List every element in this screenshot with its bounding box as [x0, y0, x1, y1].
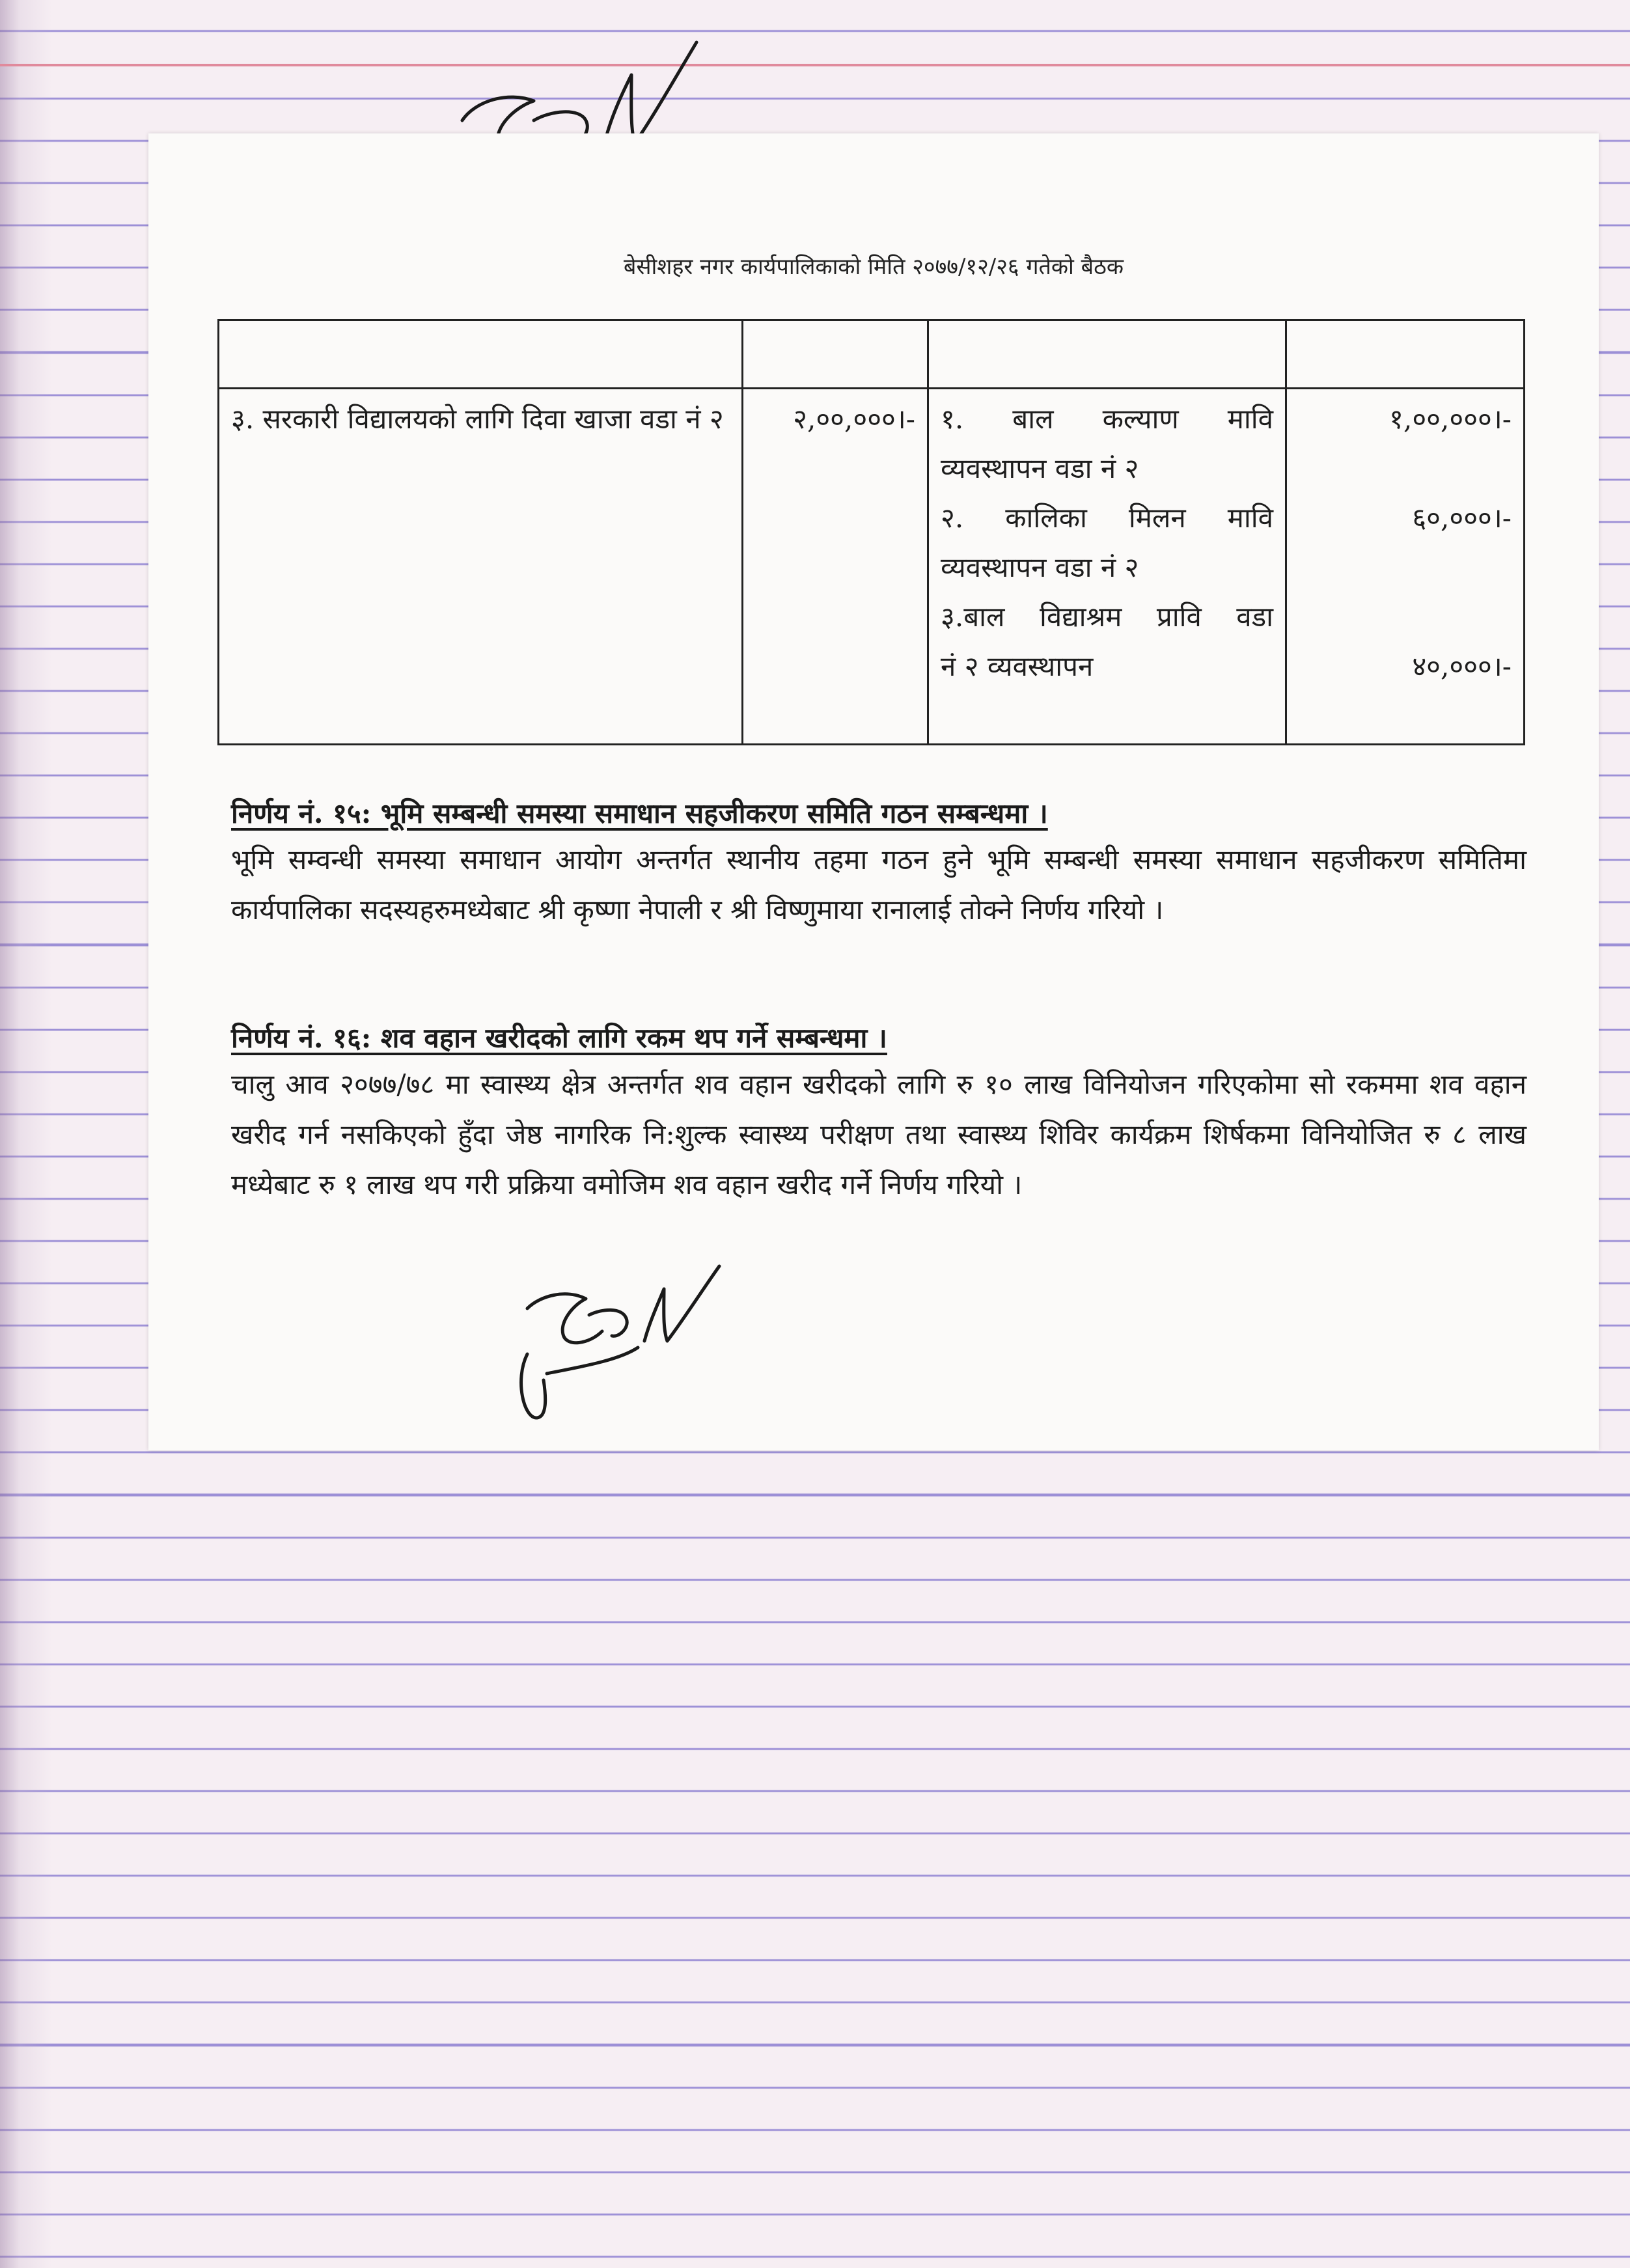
- sub-items-cell: [928, 389, 1286, 745]
- signature-bottom-icon: [508, 1263, 729, 1432]
- decision-15-body: भूमि सम्वन्धी समस्या समाधान आयोग अन्तर्गत स्थानीय तहमा गठन हुने भूमि सम्बन्धी समस्या समाधान सहजीकरण समितिमा कार्यपालिका सदस्यहरुमध्येबाट श्री कृष्णा नेपाली र श्री विष्णुमाया रानालाई तोक्ने निर्णय गरियो ।: [231, 844, 1526, 926]
- allocation-table: [217, 319, 1525, 745]
- sub-item-2-line-1: २. कालिका मिलन मावि: [941, 502, 1273, 534]
- header-cell: [743, 320, 928, 389]
- table-row: [219, 389, 1525, 745]
- sub-item-3-line-1: ३.बाल विद्याश्रम प्रावि वडा: [941, 601, 1273, 633]
- meeting-title: बेसीशहर नगर कार्यपालिकाको मिति २०७७/१२/२६ गतेको बैठक: [624, 254, 1124, 280]
- header-cell: [219, 320, 743, 389]
- sub-item-3-amount: ४०,०००।-: [1412, 650, 1512, 682]
- decision-16-heading: निर्णय नं. १६: शव वहान खरीदको लागि रकम थप गर्ने सम्बन्धमा ।: [231, 1022, 887, 1054]
- header-cell: [1286, 320, 1525, 389]
- decision-16-body: चालु आव २०७७/७८ मा स्वास्थ्य क्षेत्र अन्तर्गत शव वहान खरीदको लागि रु १० लाख विनियोजन गरिएकोमा सो रकममा शव वहान खरीद गर्न नसकिएको हुँदा जेष्ठ नागरिक नि:शुल्क स्वास्थ्य परीक्षण तथा स्वास्थ्य शिविर कार्यक्रम शिर्षकमा विनियोजित रु ८ लाख मध्येबाट रु १ लाख थप गरी प्रक्रिया वमोजिम शव वहान खरीद गर्ने निर्णय गरियो ।: [231, 1068, 1526, 1200]
- sub-item-2-amount: ६०,०००।-: [1412, 502, 1512, 534]
- decision-15-heading: निर्णय नं. १५: भूमि सम्बन्धी समस्या समाधान सहजीकरण समिति गठन सम्बन्धमा ।: [231, 797, 1048, 829]
- sub-item-1-amount: १,००,०००।-: [1389, 403, 1512, 435]
- header-cell: [928, 320, 1286, 389]
- sub-item-1-line-1: १. बाल कल्याण मावि: [941, 403, 1273, 435]
- sub-item-3-line-2: नं २ व्यवस्थापन: [941, 650, 1094, 682]
- total-amount-cell: २,००,०००।-: [743, 389, 928, 745]
- sub-amounts-cell: [1286, 389, 1525, 745]
- notebook-margin-line: [0, 64, 1630, 66]
- item-cell: ३. सरकारी विद्यालयको लागि दिवा खाजा वडा नं २: [219, 389, 743, 745]
- sub-item-1-line-2: व्यवस्थापन वडा नं २: [941, 452, 1139, 484]
- table-header-row: [219, 320, 1525, 389]
- sub-item-2-line-2: व्यवस्थापन वडा नं २: [941, 551, 1139, 583]
